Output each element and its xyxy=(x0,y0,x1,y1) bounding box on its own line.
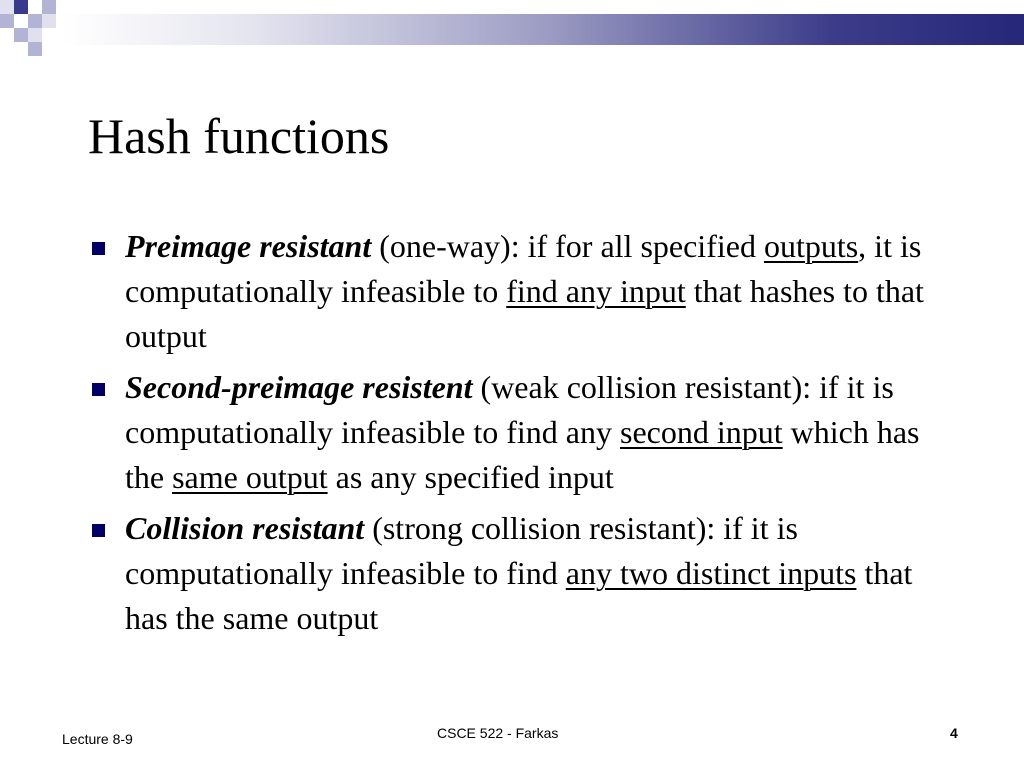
bullet-text: as any specified input xyxy=(327,459,614,495)
underlined-text: same output xyxy=(172,459,328,495)
checker-square xyxy=(28,28,42,42)
footer-course: CSCE 522 - Farkas xyxy=(437,725,559,741)
checker-square xyxy=(0,0,14,14)
bullet-second-preimage-resistant xyxy=(88,365,948,500)
checker-square xyxy=(28,14,42,28)
page-number: 4 xyxy=(950,725,958,741)
term-label: Second-preimage resistent xyxy=(125,369,473,405)
underlined-text: outputs xyxy=(763,228,859,264)
checker-square xyxy=(28,0,42,14)
header-gradient-bar xyxy=(62,14,1024,45)
bullet-text: which has the xyxy=(125,414,920,495)
checker-square xyxy=(14,14,28,28)
bullet-text: , it is computationally infeasible to xyxy=(125,228,922,309)
underlined-text: find any input xyxy=(506,273,686,309)
term-label: Collision resistant xyxy=(125,510,365,546)
footer-lecture: Lecture 8-9 xyxy=(62,731,133,747)
checker-square xyxy=(28,42,42,56)
checker-square xyxy=(0,14,14,28)
term-label: Preimage resistant xyxy=(125,228,372,264)
square-bullet-icon xyxy=(92,524,105,537)
square-bullet-icon xyxy=(92,242,105,255)
bullet-text: (weak collision resistant): if it is computationally infeasible to find any xyxy=(125,369,894,450)
underlined-text: second input xyxy=(619,414,783,450)
bullet-collision-resistant xyxy=(88,506,948,641)
bullet-text: (strong collision resistant): if it is computationally infeasible to find xyxy=(125,510,798,591)
checker-square xyxy=(14,28,28,42)
bullet-text: (one-way): if for all specified xyxy=(371,228,764,264)
slide-title: Hash functions xyxy=(88,108,390,164)
checker-square xyxy=(42,0,56,14)
square-bullet-icon xyxy=(92,383,105,396)
bullet-text: that hashes to that output xyxy=(125,273,924,354)
checker-square xyxy=(42,14,56,28)
bullet-text: that has the same output xyxy=(125,555,913,636)
bullet-list xyxy=(88,224,948,647)
checker-square xyxy=(14,0,28,14)
bullet-preimage-resistant xyxy=(88,224,948,359)
underlined-text: any two distinct inputs xyxy=(565,555,857,591)
